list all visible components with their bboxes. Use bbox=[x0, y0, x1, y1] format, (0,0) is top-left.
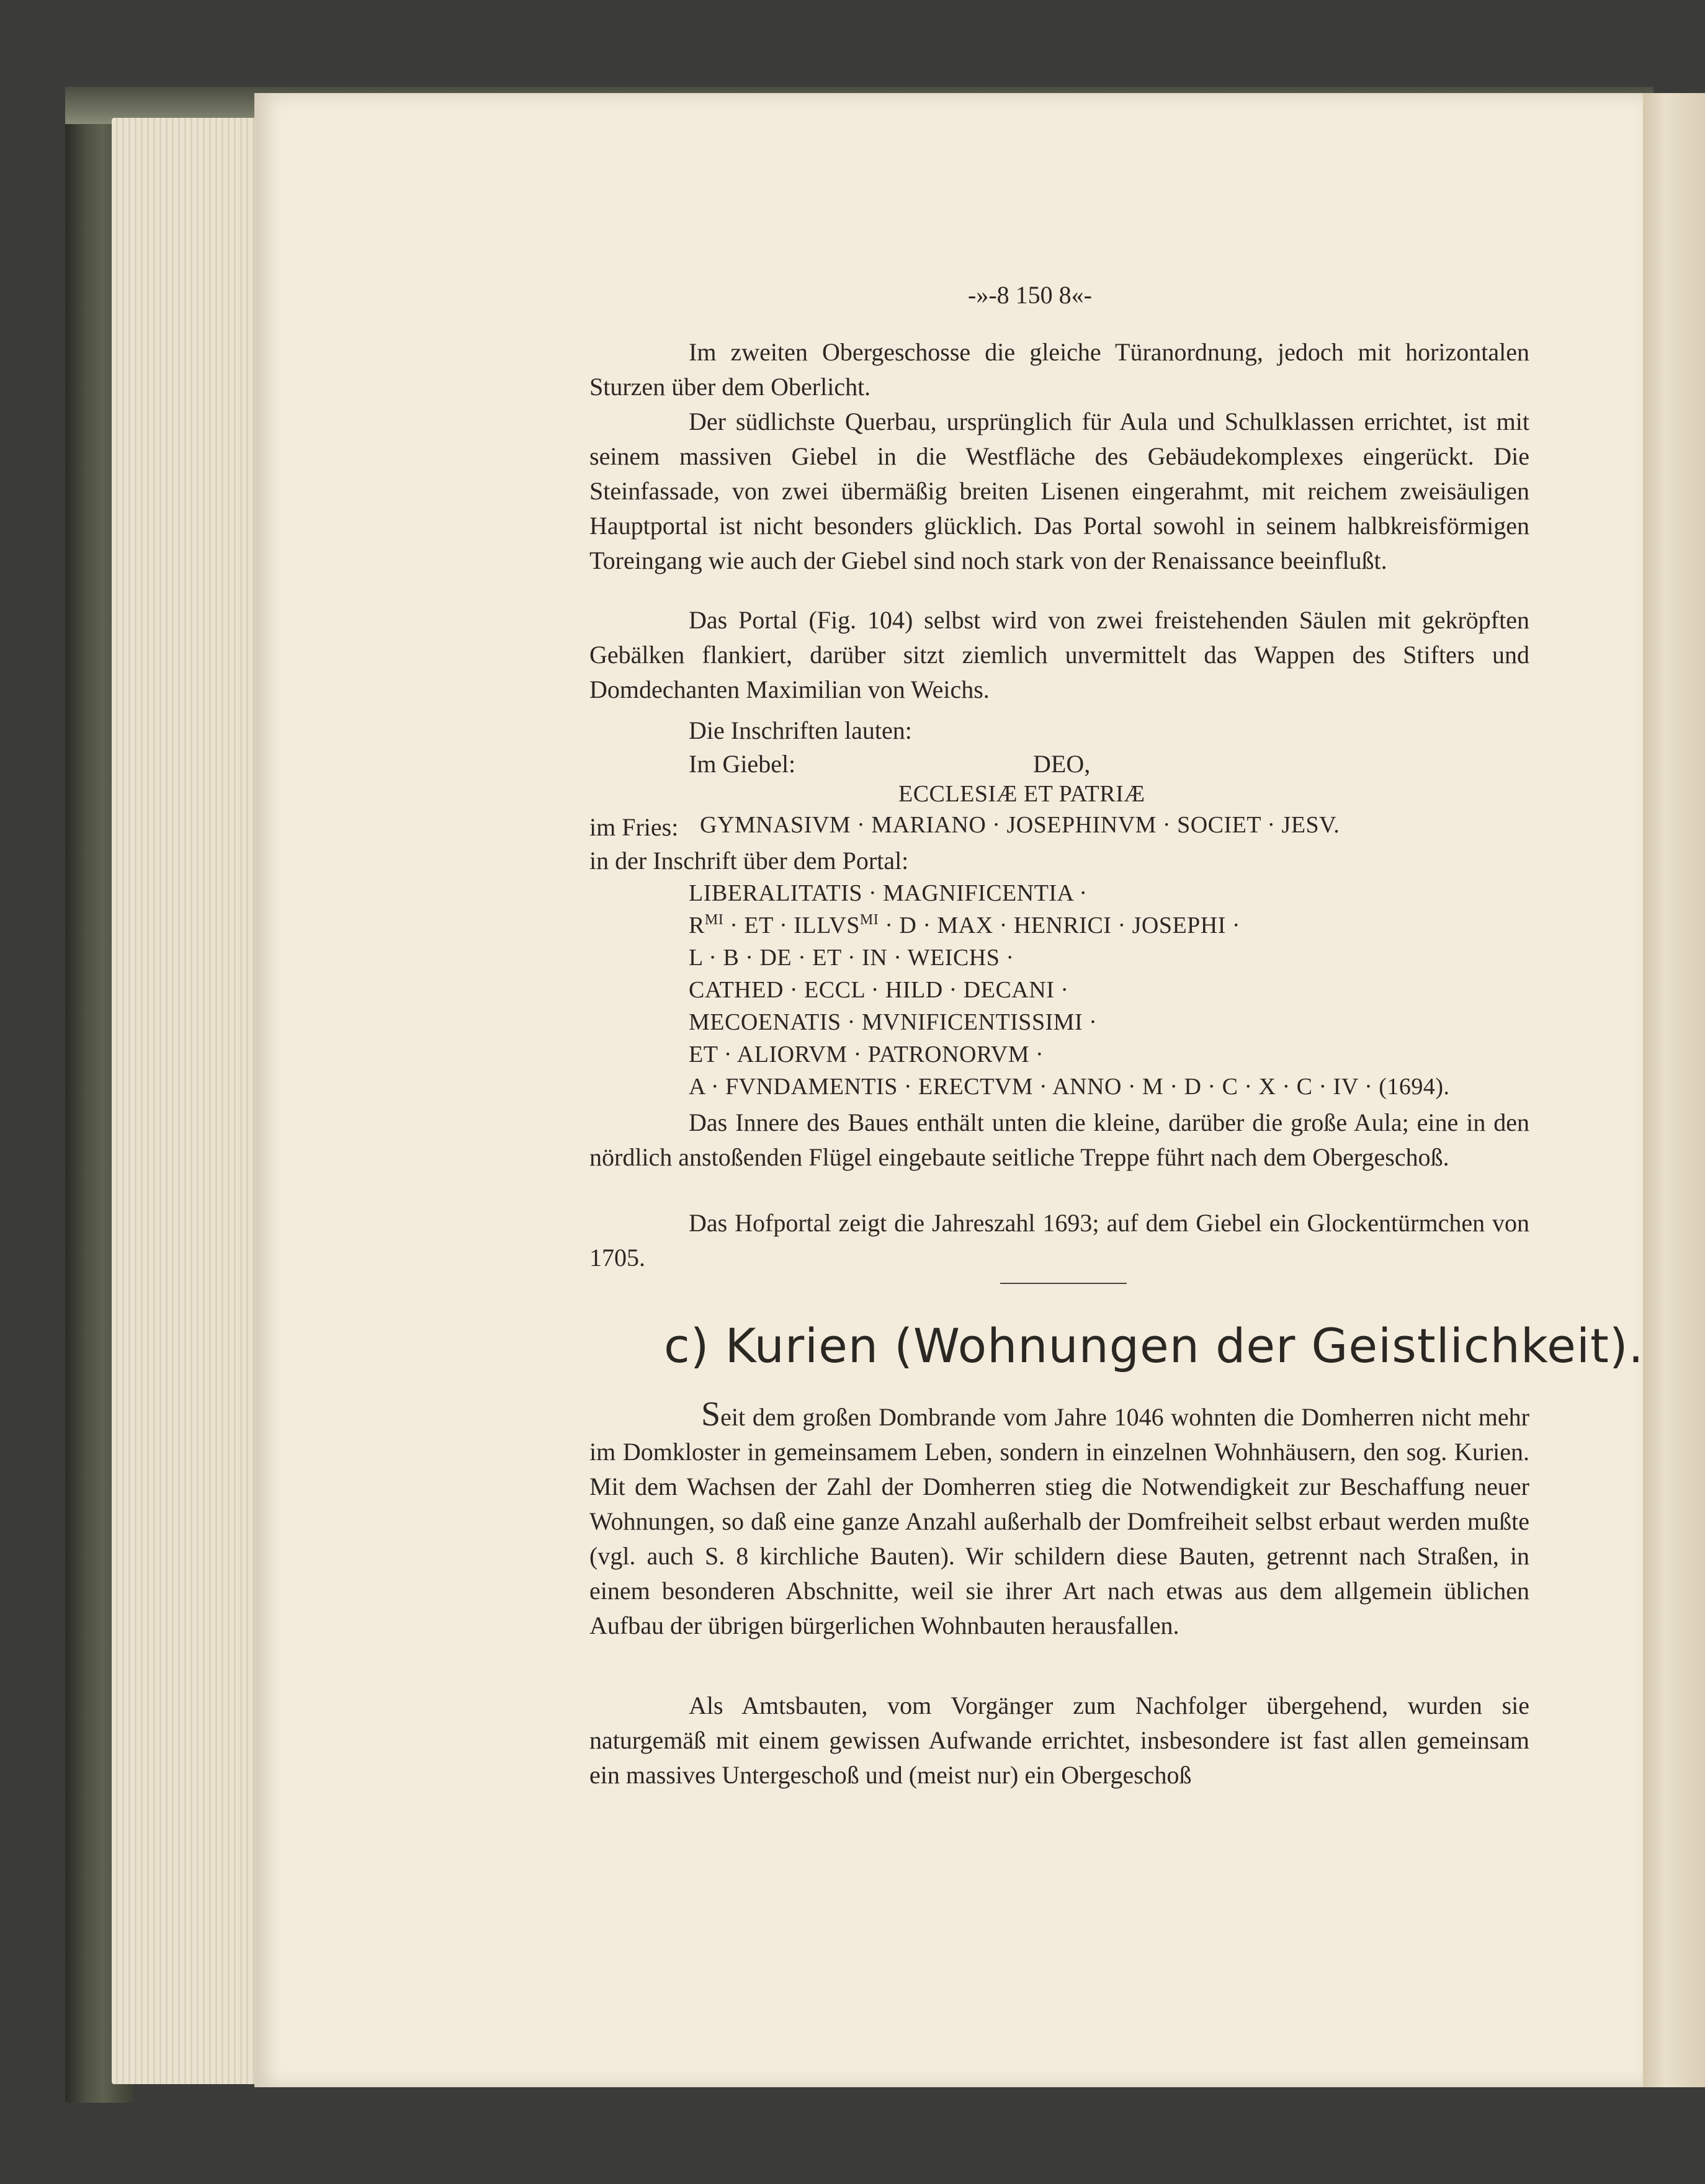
portal-line-5: MECOENATIS · MVNIFICENTISSIMI · bbox=[689, 1009, 1098, 1035]
giebel-label: Im Giebel: bbox=[689, 750, 796, 778]
paragraph-2: Der südlichste Querbau, ursprünglich für Aula und Schulklassen errichtet, ist mit seinem massiven Giebel in die Westfläche des Gebäudekomplexes eingerückt. Die Steinfassade, von zwei übermäßig breiten Lisenen eingerahmt, mit reichem zweisäuligen Hauptportal ist nicht besonders glücklich. Das Portal sowohl in seinem halbkreisförmigen Toreingang wie auch der Giebel sind noch stark von der Renaissance beeinflußt. bbox=[589, 408, 1529, 574]
paragraph-5: Das Hofportal zeigt die Jahreszahl 1693; auf dem Giebel ein Glockentürmchen von 1705. bbox=[589, 1209, 1529, 1272]
inscriptions-intro: Die Inschriften lauten: bbox=[689, 716, 912, 744]
page-number: -»-8 150 8«- bbox=[968, 281, 1092, 309]
paragraph-3: Das Portal (Fig. 104) selbst wird von zwei freistehenden Säulen mit gekröpften Gebälken flankiert, darüber sitzt ziemlich unvermittelt das Wappen des Stifters und Domdechanten Maximilian von Weichs. bbox=[589, 606, 1529, 703]
paragraph-4: Das Innere des Baues enthält unten die kleine, darüber die große Aula; eine in den nördlich anstoßenden Flügel eingebaute seitliche Treppe führt nach dem Obergeschoß. bbox=[589, 1108, 1529, 1171]
section-paragraph-2: Als Amtsbauten, vom Vorgänger zum Nachfolger übergehend, wurden sie naturgemäß mit einem gewissen Aufwande errichtet, insbesondere ist fast allen gemeinsam ein massives Untergeschoß und (meist nur) ein Obergeschoß bbox=[589, 1691, 1529, 1789]
fries-text: GYMNASIVM · MARIANO · JOSEPHINVM · SOCIET · JESV. bbox=[700, 812, 1340, 838]
portal-line-7: A · FVNDAMENTIS · ERECTVM · ANNO · M · D · C · X · C · IV · (1694). bbox=[689, 1074, 1450, 1100]
portal-line-4: CATHED · ECCL · HILD · DECANI · bbox=[689, 977, 1069, 1003]
drop-cap: S bbox=[701, 1395, 721, 1433]
paragraph-1: Im zweiten Obergeschosse die gleiche Türanordnung, jedoch mit horizontalen Sturzen über dem Oberlicht. bbox=[589, 338, 1529, 401]
portal-line-2: $R^{MI}$ · ET · $ILLVS^{MI} \cdot D$ · MAX · HENRICI · JOSEPHI · bbox=[689, 912, 1241, 938]
portal-line-1: LIBERALITATIS · MAGNIFICENTIA · bbox=[689, 880, 1088, 906]
section-title: c) Kurien (Wohnungen der Geistlichkeit). bbox=[664, 1318, 1644, 1373]
facing-page-edge bbox=[1638, 93, 1705, 2087]
portal-line-6: ET · ALIORVM · PATRONORVM · bbox=[689, 1041, 1044, 1067]
portal-label: in der Inschrift über dem Portal: bbox=[589, 847, 909, 875]
section-paragraph-1: Seit dem großen Dombrande vom Jahre 1046 wohnten die Domherren nicht mehr im Domkloster in gemeinsamem Leben, sondern in einzelnen Wohnhäusern, den sog. Kurien. Mit dem Wachsen der Zahl der Domherren stieg die Notwendigkeit zur Beschaffung neuer Wohnungen, so daß eine ganze Anzahl außerhalb der Domfreiheit selbst erbaut werden mußte (vgl. auch S. 8 kirchliche Bauten). Wir schildern diese Bauten, getrennt nach Straßen, in einem besonderen Abschnitte, weil sie ihrer Art nach etwas aus dem allgemein üblichen Aufbau der übrigen bürgerlichen Wohnbauten herausfallen. bbox=[589, 1395, 1529, 1639]
giebel-line-1: DEO, bbox=[1033, 750, 1091, 778]
fries-label: im Fries: bbox=[589, 813, 679, 841]
giebel-line-2: ECCLESIÆ ET PATRIÆ bbox=[898, 781, 1145, 807]
section-divider bbox=[1000, 1283, 1127, 1284]
portal-line-3: L · B · DE · ET · IN · WEICHS · bbox=[689, 945, 1014, 971]
